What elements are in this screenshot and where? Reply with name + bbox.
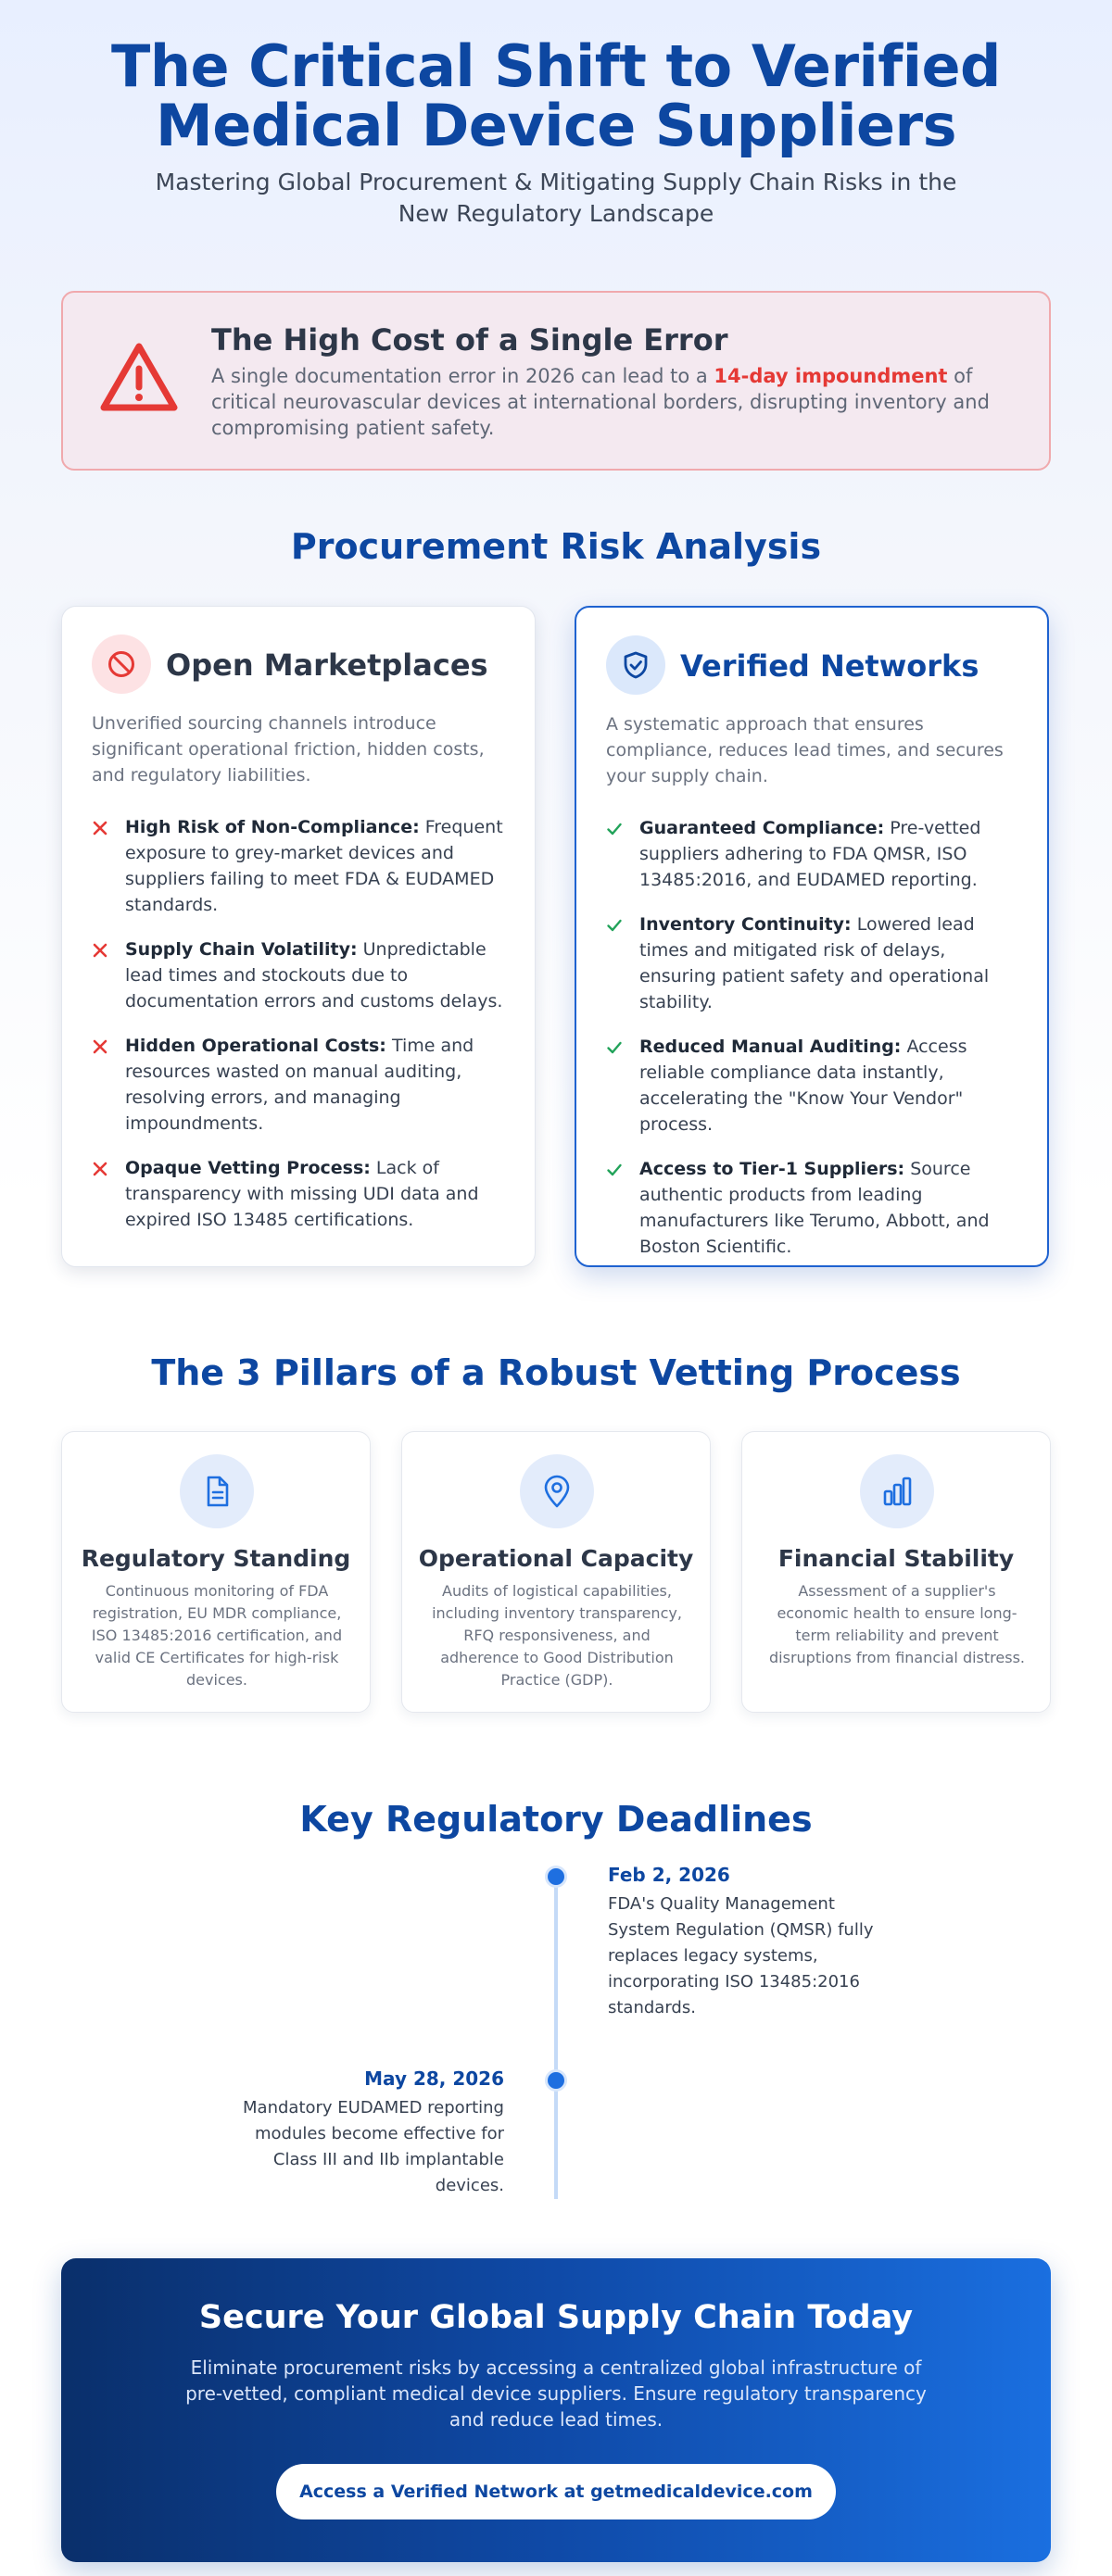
cross-icon	[92, 1038, 108, 1055]
pillar-icon-badge	[860, 1454, 934, 1528]
ban-icon	[107, 649, 136, 679]
list-item-label: Guaranteed Compliance:	[639, 818, 885, 838]
pillars-title: The 3 Pillars of a Robust Vetting Process	[151, 1352, 961, 1393]
list-item-text: Source authentic products from leading manufacturers like Terumo, Abbott, and Boston Scientific.	[639, 1159, 990, 1257]
deadlines-title: Key Regulatory Deadlines	[299, 1799, 813, 1840]
check-icon	[606, 917, 623, 934]
check-icon	[606, 821, 623, 837]
alert-highlight: 14-day impoundment	[714, 365, 948, 387]
list-item-label: Hidden Operational Costs:	[125, 1036, 386, 1056]
risk-analysis-title: Procurement Risk Analysis	[290, 526, 822, 567]
alert-card	[61, 291, 1051, 471]
ban-icon-badge	[92, 635, 151, 694]
list-item	[606, 1034, 1023, 1137]
timeline-text: FDA's Quality Management System Regulation (QMSR) fully replaces legacy systems, incorporating ISO 13485:2016 standards.	[608, 1894, 874, 2017]
list-item-text: Unpredictable lead times and stockouts due to documentation errors and customs delays.	[125, 939, 503, 1012]
pillar-text: Audits of logistical capabilities, including inventory transparency, RFQ responsiveness, and adherence to Good Distribution Practice (GDP).	[432, 1582, 682, 1689]
list-item	[606, 1156, 1023, 1260]
open-marketplaces-card	[61, 606, 536, 1267]
timeline-date: May 28, 2026	[364, 2067, 504, 2090]
list-item-text: Frequent exposure to grey-market devices and suppliers failing to meet FDA & EUDAMED standards.	[125, 817, 503, 915]
cta-text: Eliminate procurement risks by accessing a centralized global infrastructure of pre-vetted, compliant medical device suppliers. Ensure regulatory transparency and reduce lead times.	[185, 2356, 927, 2431]
alert-title: The High Cost of a Single Error	[211, 322, 728, 358]
location-pin-icon	[538, 1473, 575, 1510]
timeline-line	[554, 1875, 558, 2199]
shield-icon-badge	[606, 635, 665, 695]
warning-triangle-icon	[98, 341, 180, 413]
list-item	[92, 936, 509, 1014]
cta-title: Secure Your Global Supply Chain Today	[198, 2299, 914, 2336]
page-title: The Critical Shift to Verified Medical Device Suppliers	[111, 32, 1001, 159]
cross-icon	[92, 1161, 108, 1177]
list-item	[606, 911, 1023, 1015]
list-item-text: Lack of transparency with missing UDI data and expired ISO 13485 certifications.	[125, 1158, 479, 1230]
check-icon	[606, 1162, 623, 1178]
list-item-label: Supply Chain Volatility:	[125, 939, 358, 960]
list-item	[92, 814, 509, 918]
pillar-regulatory-standing	[61, 1431, 371, 1713]
pillar-icon-badge	[180, 1454, 254, 1528]
bar-chart-icon	[878, 1473, 916, 1510]
list-item	[606, 815, 1023, 893]
pillar-text: Assessment of a supplier's economic health to ensure long-term reliability and prevent disruptions from financial distress.	[769, 1582, 1025, 1666]
list-item	[92, 1033, 509, 1137]
list-item-label: Inventory Continuity:	[639, 914, 852, 935]
alert-text-before: A single documentation error in 2026 can lead to a	[211, 365, 714, 387]
list-item-text: Pre-vetted suppliers adhering to FDA QMSR, ISO 13485:2016, and EUDAMED reporting.	[639, 818, 981, 890]
open-risk-list	[92, 814, 509, 1251]
list-item-text: Lowered lead times and mitigated risk of delays, ensuring patient safety and operational stability.	[639, 914, 990, 1012]
list-item-label: Reduced Manual Auditing:	[639, 1037, 902, 1057]
list-item-text: Access reliable compliance data instantly, accelerating the "Know Your Vendor" process.	[639, 1037, 967, 1135]
timeline-dot	[545, 1866, 567, 1888]
open-card-title: Open Marketplaces	[166, 647, 488, 683]
list-item-label: High Risk of Non-Compliance:	[125, 817, 420, 837]
page-subtitle: Mastering Global Procurement & Mitigating Supply Chain Risks in the New Regulatory Landscape	[155, 169, 957, 227]
pillar-title: Regulatory Standing	[81, 1545, 351, 1572]
timeline-date: Feb 2, 2026	[608, 1864, 730, 1886]
cross-icon	[92, 820, 108, 836]
open-card-description: Unverified sourcing channels introduce significant operational friction, hidden costs, and regulatory liabilities.	[92, 713, 485, 785]
shield-check-icon	[621, 650, 651, 680]
alert-text	[211, 363, 1017, 441]
pillar-icon-badge	[520, 1454, 594, 1528]
timeline-dot	[545, 2069, 567, 2092]
document-icon	[198, 1473, 235, 1510]
pillar-title: Operational Capacity	[418, 1545, 694, 1572]
alert-text-after: of critical neurovascular devices at international borders, disrupting inventory and compromising patient safety.	[211, 365, 990, 439]
verified-benefit-list	[606, 815, 1023, 1278]
verified-networks-card	[575, 606, 1049, 1267]
timeline-text: Mandatory EUDAMED reporting modules become effective for Class III and IIb implantable devices.	[243, 2098, 504, 2195]
list-item-text: Time and resources wasted on manual auditing, resolving errors, and managing impoundments.	[125, 1036, 474, 1134]
cta-banner	[61, 2258, 1051, 2562]
verified-card-description: A systematic approach that ensures compliance, reduces lead times, and secures your supply chain.	[606, 714, 1004, 786]
pillar-text: Continuous monitoring of FDA registration, EU MDR compliance, ISO 13485:2016 certification, and valid CE Certificates for high-risk devices.	[91, 1582, 343, 1689]
cross-icon	[92, 942, 108, 959]
list-item	[92, 1155, 509, 1233]
verified-card-title: Verified Networks	[680, 648, 979, 684]
access-network-button[interactable]: Access a Verified Network at getmedicaldevice.com	[276, 2464, 836, 2519]
pillar-financial-stability	[741, 1431, 1051, 1713]
pillar-title: Financial Stability	[777, 1545, 1015, 1572]
pillar-operational-capacity	[401, 1431, 711, 1713]
list-item-label: Opaque Vetting Process:	[125, 1158, 371, 1178]
check-icon	[606, 1039, 623, 1056]
list-item-label: Access to Tier-1 Suppliers:	[639, 1159, 905, 1179]
